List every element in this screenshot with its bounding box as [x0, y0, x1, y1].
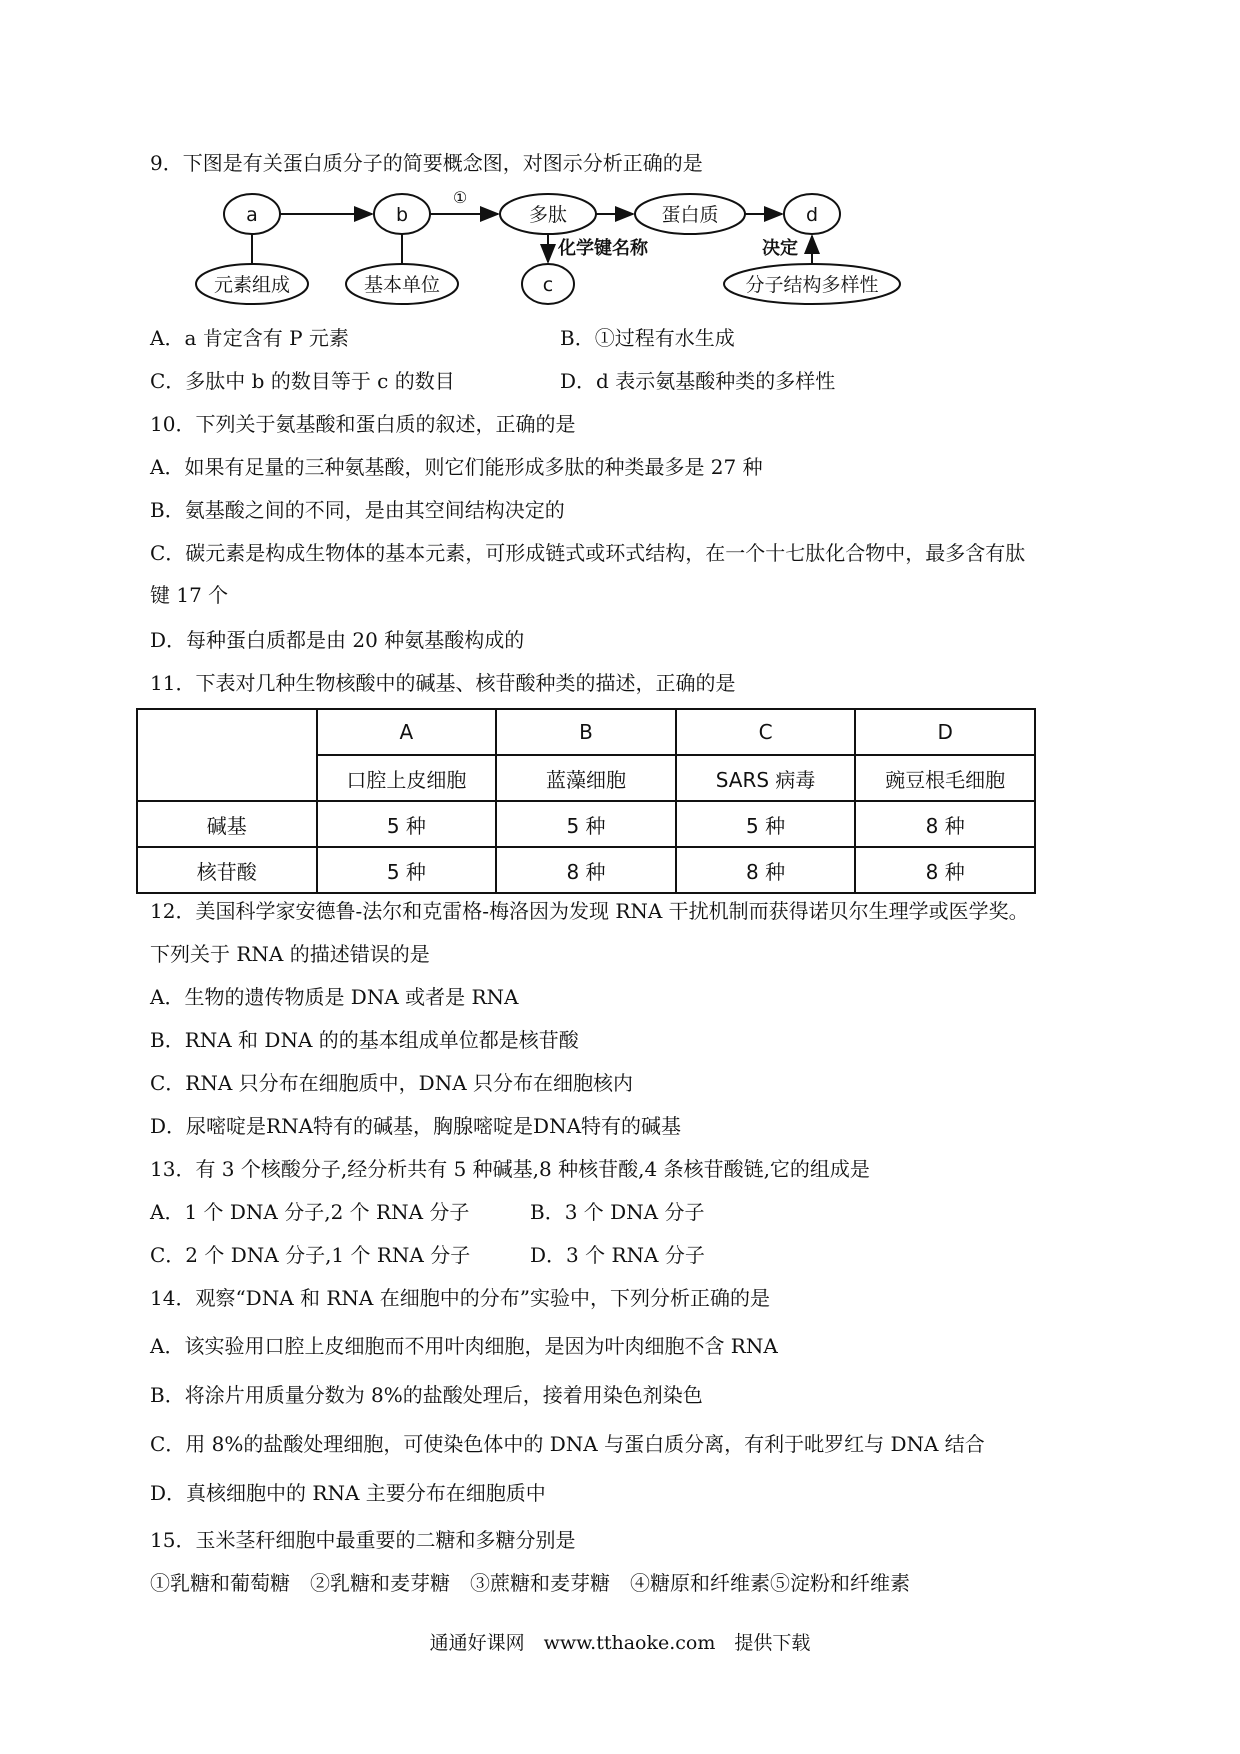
q12-option-c: C．RNA 只分布在细胞质中，DNA 只分布在细胞核内 [150, 1071, 633, 1095]
q12-stem-line1: 12．美国科学家安德鲁-法尔和克雷格-梅洛因为发现 RNA 干扰机制而获得诺贝尔生理学或医学奖。 [150, 899, 1029, 923]
table-organism-cell: 豌豆根毛细胞 [855, 755, 1035, 801]
q10-option-b: B．氨基酸之间的不同，是由其空间结构决定的 [150, 498, 565, 522]
step-1-label: ① [452, 188, 468, 207]
q10-option-c-line1: C．碳元素是构成生物体的基本元素，可形成链式或环式结构，在一个十七肽化合物中，最多含有肽 [150, 541, 1026, 565]
node-polypeptide-label: 多肽 [528, 204, 568, 226]
table-cell: 5 种 [676, 801, 856, 847]
q12-option-b: B．RNA 和 DNA 的的基本组成单位都是核苷酸 [150, 1028, 579, 1052]
table-row [137, 801, 1035, 847]
node-element-label: 元素组成 [213, 274, 291, 296]
decide-label: 决定 [762, 238, 798, 259]
table-header-cell: A [317, 709, 497, 755]
q10-option-a: A．如果有足量的三种氨基酸，则它们能形成多肽的种类最多是 27 种 [150, 455, 763, 479]
q15-stem: 15．玉米茎秆细胞中最重要的二糖和多糖分别是 [150, 1528, 576, 1552]
q13-option-d: D．3 个 RNA 分子 [530, 1243, 705, 1267]
page-footer: 通通好课网 www.tthaoke.com 提供下载 [429, 1632, 811, 1654]
table-organism-cell: SARS 病毒 [676, 755, 856, 801]
q13-option-a: A．1 个 DNA 分子,2 个 RNA 分子 [150, 1200, 470, 1224]
node-a-label: a [246, 204, 258, 226]
table-row-label: 核苷酸 [137, 847, 317, 893]
q12-option-a: A．生物的遗传物质是 DNA 或者是 RNA [150, 985, 519, 1009]
node-b-label: b [395, 204, 409, 226]
q13-option-b: B．3 个 DNA 分子 [530, 1200, 705, 1224]
table-cell: 8 种 [676, 847, 856, 893]
q10-option-c-line2: 键 17 个 [150, 583, 229, 607]
node-protein-label: 蛋白质 [661, 204, 719, 226]
q10-option-d: D．每种蛋白质都是由 20 种氨基酸构成的 [150, 628, 525, 652]
q9-option-d: D．d 表示氨基酸种类的多样性 [560, 369, 836, 393]
q13-stem: 13．有 3 个核酸分子,经分析共有 5 种碱基,8 种核苷酸,4 条核苷酸链,它的组成是 [150, 1157, 870, 1181]
protein-concept-diagram [190, 190, 910, 310]
node-c-label: c [542, 274, 554, 296]
table-row-label: 碱基 [137, 801, 317, 847]
table-cell: 5 种 [317, 847, 497, 893]
q9-option-c: C．多肽中 b 的数目等于 c 的数目 [150, 369, 455, 393]
q12-option-d: D．尿嘧啶是RNA特有的碱基，胸腺嘧啶是DNA特有的碱基 [150, 1114, 682, 1138]
table-header-cell: D [855, 709, 1035, 755]
table-cell: 5 种 [496, 801, 676, 847]
q14-option-a: A．该实验用口腔上皮细胞而不用叶肉细胞，是因为叶肉细胞不含 RNA [150, 1334, 778, 1358]
table-organism-cell: 口腔上皮细胞 [317, 755, 497, 801]
q14-option-b: B．将涂片用质量分数为 8%的盐酸处理后，接着用染色剂染色 [150, 1383, 703, 1407]
table-cell: 8 种 [496, 847, 676, 893]
q11-stem: 11．下表对几种生物核酸中的碱基、核苷酸种类的描述，正确的是 [150, 671, 736, 695]
q9-stem: 9．下图是有关蛋白质分子的简要概念图，对图示分析正确的是 [150, 151, 703, 175]
nucleic-acid-table [136, 708, 1036, 894]
q14-option-c: C．用 8%的盐酸处理细胞，可使染色体中的 DNA 与蛋白质分离，有利于吡罗红与 DNA 结合 [150, 1432, 985, 1456]
table-cell: 8 种 [855, 801, 1035, 847]
table-cell: 5 种 [317, 801, 497, 847]
table-header-cell: B [496, 709, 676, 755]
table-row [137, 709, 1035, 755]
concept-diagram-svg [190, 190, 910, 310]
q9-option-b: B．①过程有水生成 [560, 326, 735, 350]
q10-stem: 10．下列关于氨基酸和蛋白质的叙述，正确的是 [150, 412, 576, 436]
table-organism-cell: 蓝藻细胞 [496, 755, 676, 801]
table-corner-cell [137, 709, 317, 801]
node-d-label: d [805, 204, 819, 226]
table-header-cell: C [676, 709, 856, 755]
q13-option-c: C．2 个 DNA 分子,1 个 RNA 分子 [150, 1243, 471, 1267]
bond-name-label: 化学键名称 [558, 238, 648, 259]
node-basic-unit-label: 基本单位 [363, 274, 441, 296]
q12-stem-line2: 下列关于 RNA 的描述错误的是 [150, 942, 430, 966]
table-cell: 8 种 [855, 847, 1035, 893]
table-row [137, 847, 1035, 893]
q14-stem: 14．观察“DNA 和 RNA 在细胞中的分布”实验中，下列分析正确的是 [150, 1286, 770, 1310]
q15-options: ①乳糖和葡萄糖 ②乳糖和麦芽糖 ③蔗糖和麦芽糖 ④糖原和纤维素⑤淀粉和纤维素 [150, 1571, 910, 1595]
node-diversity-label: 分子结构多样性 [745, 274, 879, 296]
q9-option-a: A．a 肯定含有 P 元素 [150, 326, 349, 350]
q14-option-d: D．真核细胞中的 RNA 主要分布在细胞质中 [150, 1481, 546, 1505]
